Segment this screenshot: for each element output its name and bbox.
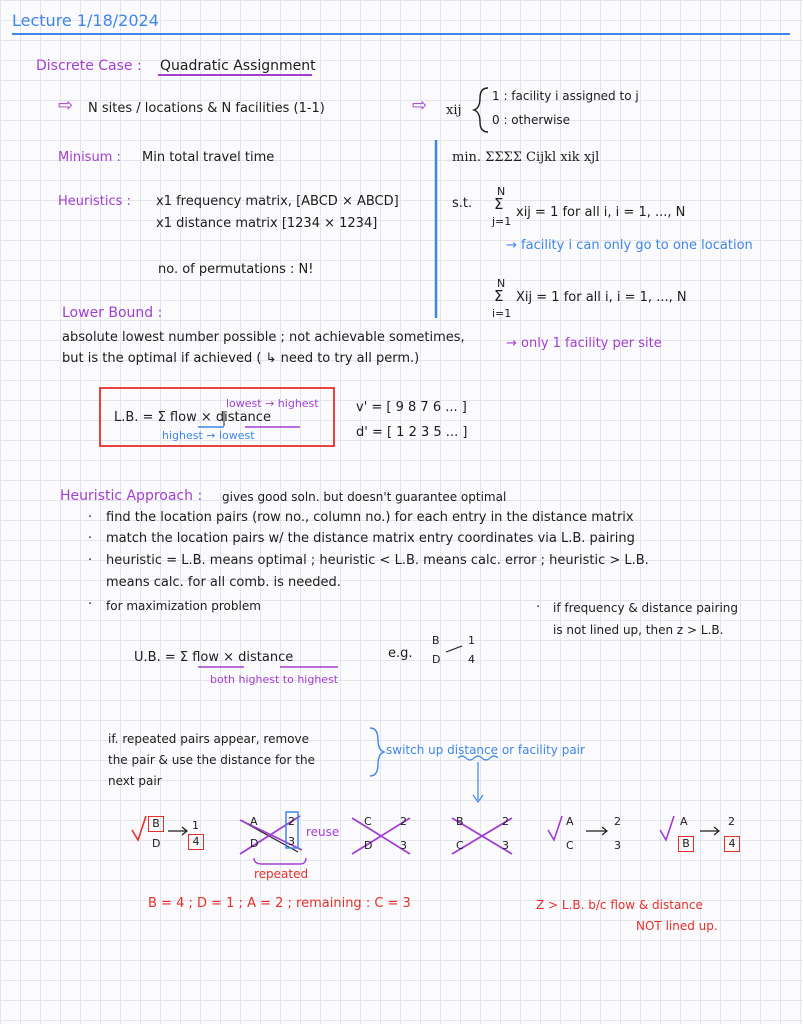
constraint-two-note: → only 1 facility per site (506, 336, 662, 351)
eg-bottom-left: D (432, 653, 441, 666)
xij-symbol: xij (446, 103, 462, 118)
assignment-result: B = 4 ; D = 1 ; A = 2 ; remaining : C = 3 (148, 896, 411, 911)
bullet-dot: · (88, 597, 93, 612)
discrete-case-label: Discrete Case : (36, 58, 142, 74)
lb-order-top: lowest → highest (226, 397, 319, 410)
pair3-bottom-left: D (364, 839, 373, 852)
repeated-rule-line-2: the pair & use the distance for the (108, 753, 315, 767)
lb-order-bottom: highest → lowest (162, 429, 255, 442)
pair1-bottom-right: 4 (188, 834, 204, 850)
pair6-bottom-right: 4 (724, 836, 740, 852)
xij-case-zero: 0 : otherwise (492, 113, 571, 127)
eg-top-left: B (432, 634, 440, 647)
d-prime-vector: d' = [ 1 2 3 5 ... ] (356, 425, 468, 440)
minisum-label: Minisum : (58, 150, 121, 165)
discrete-case-title: Quadratic Assignment (160, 58, 316, 74)
pair1-top-left: B (148, 816, 164, 832)
pair2-bottom-left: D (250, 837, 259, 850)
bullet-heuristic-compare-cont: means calc. for all comb. is needed. (106, 575, 341, 590)
sites-facilities-text: N sites / locations & N facilities (1-1) (88, 101, 325, 116)
right-arrow-icon: ⇨ (412, 95, 428, 116)
heuristics-label: Heuristics : (58, 194, 131, 209)
eg-top-right: 1 (468, 634, 475, 647)
objective-formula: min. ΣΣΣΣ Cijkl xik xjl (452, 150, 600, 165)
lower-bound-line-1: absolute lowest number possible ; not achievable sometimes, (62, 330, 465, 345)
bullet-heuristic-compare: heuristic = L.B. means optimal ; heuristic < L.B. means calc. error ; heuristic > L.B. (106, 553, 649, 568)
ub-formula: U.B. = Σ flow × distance (134, 650, 294, 665)
frequency-matrix-line: x1 frequency matrix, [ABCD × ABCD] (156, 194, 399, 209)
bullet-dot: · (536, 600, 541, 615)
page-title: Lecture 1/18/2024 (12, 11, 159, 30)
pair2-bottom-right: 3 (288, 835, 295, 848)
pair6-bottom-left: B (678, 836, 694, 852)
pair6-top-right: 2 (728, 815, 735, 828)
bullet-dot: · (88, 531, 93, 546)
pair1-bottom-left: D (152, 837, 161, 850)
pair3-top-left: C (364, 815, 372, 828)
lower-bound-title: Lower Bound : (62, 305, 163, 321)
switch-pair-note: switch up distance or facility pair (386, 743, 585, 757)
pair4-top-right: 2 (502, 815, 509, 828)
pair3-bottom-right: 3 (400, 839, 407, 852)
right-arrow-icon: ⇨ (58, 95, 74, 116)
subject-to-label: s.t. (452, 196, 473, 211)
bullet-dot: · (88, 510, 93, 525)
sum-lower-limit: i=1 (492, 307, 512, 320)
eg-label: e.g. (388, 646, 413, 661)
permutations-line: no. of permutations : N! (158, 262, 314, 277)
sum-lower-limit: j=1 (492, 215, 512, 228)
v-prime-vector: v' = [ 9 8 7 6 ... ] (356, 400, 467, 415)
sum-symbol: Σ (494, 287, 504, 305)
bullet-dot: · (88, 553, 93, 568)
pair3-top-right: 2 (400, 815, 407, 828)
heuristic-approach-title: Heuristic Approach : (60, 488, 203, 504)
z-conclusion-line-1: Z > L.B. b/c flow & distance (536, 898, 703, 912)
lower-bound-line-2: but is the optimal if achieved ( ↳ need to try all perm.) (62, 351, 420, 366)
pair1-top-right: 1 (192, 819, 199, 832)
repeated-rule-line-3: next pair (108, 774, 162, 788)
constraint-two: Xij = 1 for all i, i = 1, ..., N (516, 290, 687, 305)
heuristic-approach-desc: gives good soln. but doesn't guarantee optimal (222, 490, 507, 504)
pair2-top-right: 2 (288, 815, 295, 828)
constraint-one: xij = 1 for all i, i = 1, ..., N (516, 205, 686, 220)
pair5-bottom-right: 3 (614, 839, 621, 852)
pair6-top-left: A (680, 815, 688, 828)
sum-upper-limit: N (497, 277, 506, 290)
bullet-find-pairs: find the location pairs (row no., column no.) for each entry in the distance matrix (106, 510, 634, 525)
side-note-line-2: is not lined up, then z > L.B. (553, 623, 724, 637)
pair2-top-left: A (250, 815, 258, 828)
pair4-bottom-right: 3 (502, 839, 509, 852)
repeated-label: repeated (254, 867, 309, 881)
ub-note: both highest to highest (210, 673, 339, 686)
pair5-top-right: 2 (614, 815, 621, 828)
lb-formula: L.B. = Σ flow × distance (114, 410, 271, 425)
repeated-rule-line-1: if. repeated pairs appear, remove (108, 732, 309, 746)
pair5-bottom-left: C (566, 839, 574, 852)
minisum-text: Min total travel time (142, 150, 275, 165)
pair4-top-left: B (456, 815, 464, 828)
bullet-maximization: for maximization problem (106, 599, 261, 613)
reuse-label: reuse (306, 825, 340, 839)
distance-matrix-line: x1 distance matrix [1234 × 1234] (156, 216, 378, 231)
z-conclusion-line-2: NOT lined up. (636, 919, 718, 933)
eg-bottom-right: 4 (468, 653, 475, 666)
pair5-top-left: A (566, 815, 574, 828)
pair4-bottom-left: C (456, 839, 464, 852)
xij-case-one: 1 : facility i assigned to j (492, 89, 639, 103)
sum-upper-limit: N (497, 185, 506, 198)
sum-symbol: Σ (494, 195, 504, 213)
constraint-one-note: → facility i can only go to one location (506, 238, 753, 253)
bullet-match-pairs: match the location pairs w/ the distance matrix entry coordinates via L.B. pairing (106, 531, 635, 546)
side-note-line-1: if frequency & distance pairing (553, 601, 739, 615)
